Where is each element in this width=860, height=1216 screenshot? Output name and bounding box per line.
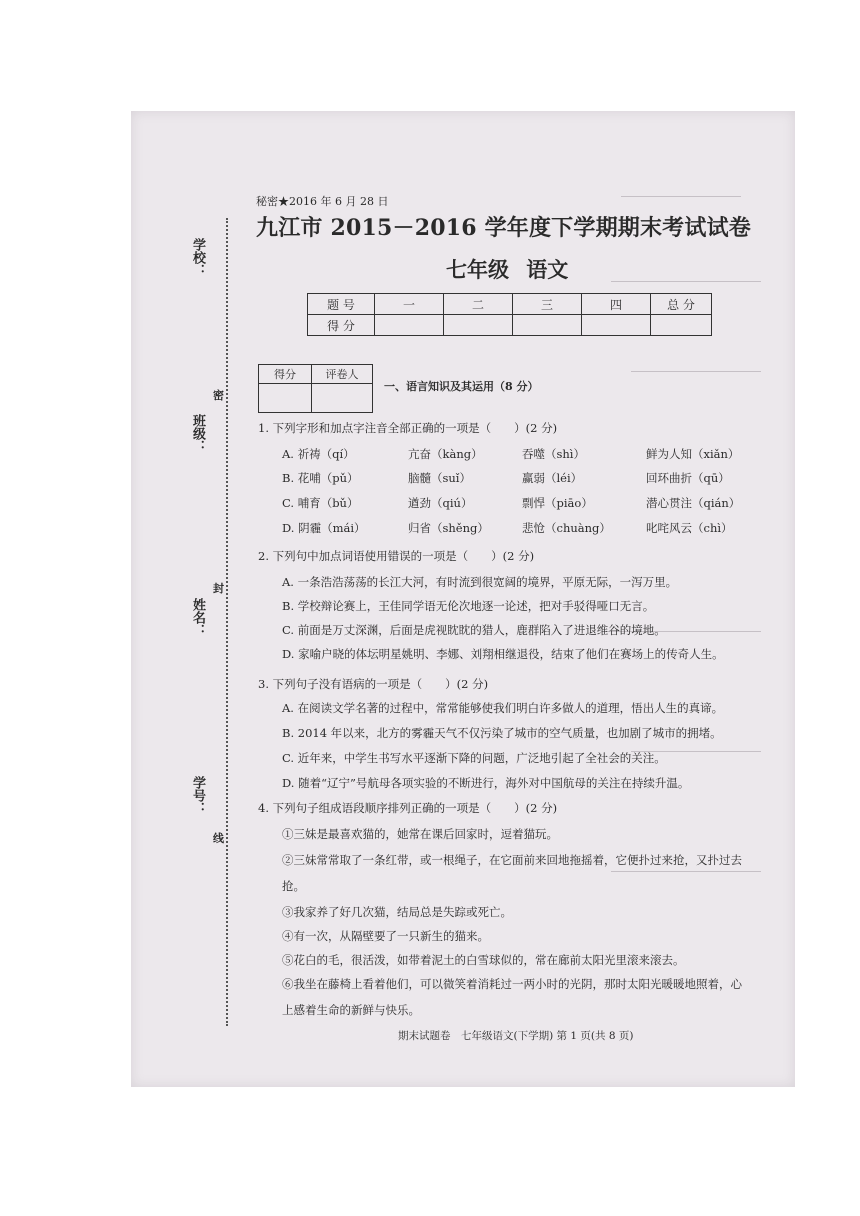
q4-sentence-4: ④有一次，从隔壁要了一只新生的猫来。 <box>282 929 489 943</box>
question-2-stem: 2. 下列句中加点词语使用错误的一项是（ ）(2 分) <box>258 549 535 563</box>
grader-score-label: 得分 <box>259 365 312 384</box>
score-table-col-3: 三 <box>513 294 582 315</box>
q4-sentence-6: ⑥我坐在藤椅上看着他们，可以微笑着消耗过一两小时的光阴，那时太阳光暖暖地照着，心 <box>282 977 742 991</box>
q3-option-d: D. 随着“辽宁”号航母各项实验的不断进行，海外对中国航母的关注在持续升温。 <box>282 776 690 790</box>
q1-option-a-3: 吞噬（shì） <box>522 447 585 461</box>
q4-sentence-2: ②三妹常常取了一条红带，或一根绳子，在它面前来回地拖摇着，它便扑过来抢，又扑过去 <box>282 853 742 867</box>
binding-line <box>226 218 228 1026</box>
seal-mark-feng: 封 <box>213 578 224 598</box>
class-label: 班级： <box>190 414 205 453</box>
q1-option-b-4: 回环曲折（qū） <box>646 471 730 485</box>
score-cell <box>582 315 651 336</box>
q4-sentence-3: ③我家养了好几次猫，结局总是失踪或死亡。 <box>282 905 512 919</box>
q1-option-c-3: 剽悍（piāo） <box>522 496 593 510</box>
q4-sentence-5: ⑤花白的毛，很活泼，如带着泥土的白雪球似的，常在廊前太阳光里滚来滚去。 <box>282 953 685 967</box>
q4-sentence-6-cont: 上感着生命的新鲜与快乐。 <box>282 1003 420 1017</box>
q3-option-c: C. 近年来，中学生书写水平逐渐下降的问题，广泛地引起了全社会的关注。 <box>282 751 666 765</box>
q1-option-a-2: 亢奋（kàng） <box>408 447 483 461</box>
q1-option-d-1: D. 阴霾（mái） <box>282 521 366 535</box>
score-table <box>307 293 712 336</box>
q4-sentence-2-cont: 抢。 <box>282 879 305 893</box>
exam-subtitle: 七年级 语文 <box>446 257 569 282</box>
grader-name-label: 评卷人 <box>312 365 373 384</box>
q1-option-d-3: 悲怆（chuàng） <box>522 521 611 535</box>
seal-mark-xian: 线 <box>213 828 224 848</box>
question-4-stem: 4. 下列句子组成语段顺序排列正确的一项是（ ）(2 分) <box>258 801 558 815</box>
score-table-header-row <box>308 294 712 315</box>
q1-option-b-3: 赢弱（léi） <box>522 471 583 485</box>
score-table-score-row <box>308 315 712 336</box>
score-table-col-4: 四 <box>582 294 651 315</box>
score-table-col-1: 一 <box>375 294 444 315</box>
q4-sentence-1: ①三妹是最喜欢猫的，她常在课后回家时，逗着猫玩。 <box>282 827 558 841</box>
score-table-header-label: 题 号 <box>308 294 375 315</box>
score-table-col-total: 总 分 <box>651 294 712 315</box>
q1-option-c-2: 遒劲（qiú） <box>408 496 473 510</box>
q2-option-b: B. 学校辩论赛上，王佳同学语无伦次地逐一论述，把对手驳得哑口无言。 <box>282 599 655 613</box>
q1-option-c-4: 潜心贯注（qián） <box>646 496 741 510</box>
question-3-stem: 3. 下列句子没有语病的一项是（ ）(2 分) <box>258 677 489 691</box>
page-footer: 期末试题卷 七年级语文(下学期) 第 1 页(共 8 页) <box>398 1030 634 1042</box>
score-table-col-2: 二 <box>444 294 513 315</box>
q2-option-d: D. 家喻户晓的体坛明星姚明、李娜、刘翔相继退役，结束了他们在赛场上的传奇人生。 <box>282 647 724 661</box>
student-id-label: 学号： <box>190 776 205 815</box>
q2-option-a: A. 一条浩浩荡荡的长江大河，有时流到很宽阔的境界，平原无际，一泻万里。 <box>282 575 678 589</box>
score-table-score-label: 得 分 <box>308 315 375 336</box>
score-cell <box>513 315 582 336</box>
q1-option-b-1: B. 花哺（pǔ） <box>282 471 359 485</box>
q1-option-a-4: 鲜为人知（xiǎn） <box>646 447 740 461</box>
secret-date: 秘密★2016 年 6 月 28 日 <box>256 195 389 208</box>
section-1-heading: 一、语言知识及其运用（8 分） <box>384 380 539 393</box>
name-label: 姓名： <box>190 598 205 637</box>
seal-mark-mi: 密 <box>213 385 224 405</box>
grader-name-cell <box>312 384 373 413</box>
score-cell <box>444 315 513 336</box>
q1-option-d-4: 叱咤风云（chì） <box>646 521 733 535</box>
score-cell <box>375 315 444 336</box>
q1-option-b-2: 脑髓（suǐ） <box>408 471 471 485</box>
exam-title: 九江市 2015－2016 学年度下学期期末考试试卷 <box>256 215 751 241</box>
question-1-stem: 1. 下列字形和加点字注音全部正确的一项是（ ）(2 分) <box>258 421 558 435</box>
q2-option-c: C. 前面是万丈深渊，后面是虎视眈眈的猎人，鹿群陷入了进退维谷的境地。 <box>282 623 666 637</box>
q1-option-c-1: C. 哺育（bǔ） <box>282 496 359 510</box>
q1-option-d-2: 归省（shěng） <box>408 521 489 535</box>
q3-option-a: A. 在阅读文学名著的过程中，常常能够使我们明白许多做人的道理，悟出人生的真谛。 <box>282 701 724 715</box>
grader-score-cell <box>259 384 312 413</box>
q1-option-a-1: A. 祈祷（qí） <box>282 447 355 461</box>
score-cell <box>651 315 712 336</box>
q3-option-b: B. 2014 年以来，北方的雾霾天气不仅污染了城市的空气质量，也加剧了城市的拥堵。 <box>282 726 722 740</box>
grader-table <box>258 364 373 413</box>
school-label: 学校： <box>190 238 205 277</box>
